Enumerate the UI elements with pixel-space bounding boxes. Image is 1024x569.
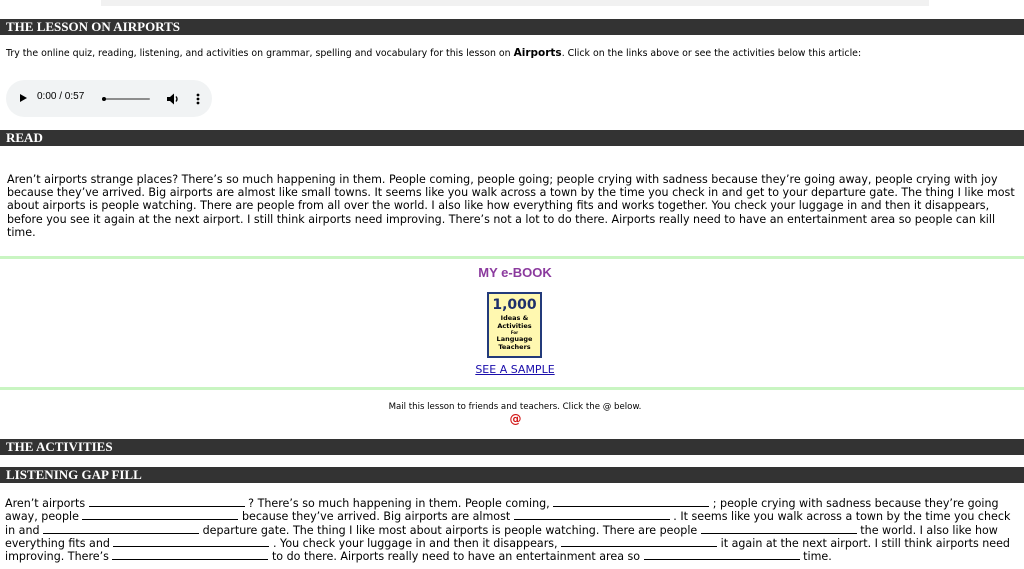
- read-header: READ: [0, 130, 1024, 146]
- top-nav-bar: [101, 0, 929, 6]
- audio-progress-knob[interactable]: [102, 97, 106, 101]
- reading-text: Aren’t airports strange places? There’s so much happening in them. People coming, people going; people crying with sadness because they’re going away, people crying with joy because they’ve arrived. Big airports are almost like small towns. It seems like you walk across a town by the time you check in and get to your departure gate. The thing I like most about airports is people watching. There are people from all over the world. I also like how everything fits and works together. You check your luggage in and then it disappears, before you see it again at the next airport. I still think airports need improving. There’s not a lot to do there. Airports really need to have an entertainment area so people can kill time.: [7, 173, 1015, 239]
- audio-progress-track[interactable]: [102, 98, 150, 100]
- gap-blank: [82, 510, 238, 520]
- intro-text: [6, 47, 861, 59]
- ebook-cover[interactable]: [487, 292, 542, 358]
- gap-blank: [701, 524, 857, 534]
- play-icon[interactable]: [20, 94, 27, 102]
- audio-player: [6, 80, 212, 117]
- gap-text: time.: [799, 550, 832, 564]
- gap-text: it again at the next airport. I still think airports need improving. There’s: [5, 536, 1010, 564]
- volume-icon[interactable]: [166, 92, 180, 106]
- intro-topic: Airports: [513, 47, 562, 59]
- gap-text: ? There’s so much happening in them. People coming,: [244, 497, 554, 510]
- ebook-title: MY e-BOOK: [478, 265, 552, 280]
- gap-blank: [113, 537, 269, 547]
- gap-blank: [43, 524, 199, 534]
- ebook-cover-line: Ideas &: [500, 314, 529, 322]
- ebook-cover-line: Teachers: [498, 343, 531, 351]
- divider-top: [0, 256, 1024, 259]
- audio-time: 0:00 / 0:57: [37, 91, 85, 102]
- gap-text: to do there. Airports really need to have an entertainment area so: [268, 550, 644, 564]
- gap-blank: [553, 497, 709, 507]
- email-at-icon[interactable]: @: [509, 412, 522, 426]
- gap-blank: [89, 497, 245, 507]
- gapfill-text: [5, 497, 1024, 563]
- intro-before: Try the online quiz, reading, listening, and activities on grammar, spelling and vocabulary for this lesson on: [6, 48, 514, 59]
- intro-after: . Click on the links above or see the activities below this article:: [561, 48, 862, 59]
- see-sample-link[interactable]: SEE A SAMPLE: [475, 363, 555, 376]
- gap-blank: [112, 550, 268, 560]
- gap-text: departure gate. The thing I like most about airports is people watching. There are people: [199, 523, 701, 537]
- gap-blank: [561, 537, 717, 547]
- gap-text: because they’ve arrived. Big airports are almost: [238, 510, 514, 524]
- activities-header: THE ACTIVITIES: [0, 439, 1024, 455]
- ebook-cover-line: For: [510, 330, 519, 335]
- gap-blank: [644, 550, 800, 560]
- divider-bottom: [0, 387, 1024, 390]
- gap-blank: [514, 510, 670, 520]
- ebook-cover-line: Activities: [497, 322, 532, 330]
- gap-text: ; people crying with sadness because they’re going away, people: [5, 497, 999, 524]
- gap-text: . It seems like you walk across a town by the time you check in and: [5, 510, 1011, 537]
- gapfill-header: LISTENING GAP FILL: [0, 467, 1024, 483]
- gap-text: Aren’t airports: [5, 497, 89, 510]
- ebook-cover-line: Language: [496, 335, 533, 343]
- mail-text: Mail this lesson to friends and teachers. Click the @ below.: [388, 402, 642, 412]
- lesson-header: THE LESSON ON AIRPORTS: [0, 19, 1024, 35]
- more-options-icon[interactable]: [196, 92, 200, 106]
- gap-text: . You check your luggage in and then it disappears,: [269, 536, 562, 550]
- ebook-cover-number: 1,000: [492, 297, 537, 313]
- gap-text: the world. I also like how everything fits and: [5, 523, 998, 550]
